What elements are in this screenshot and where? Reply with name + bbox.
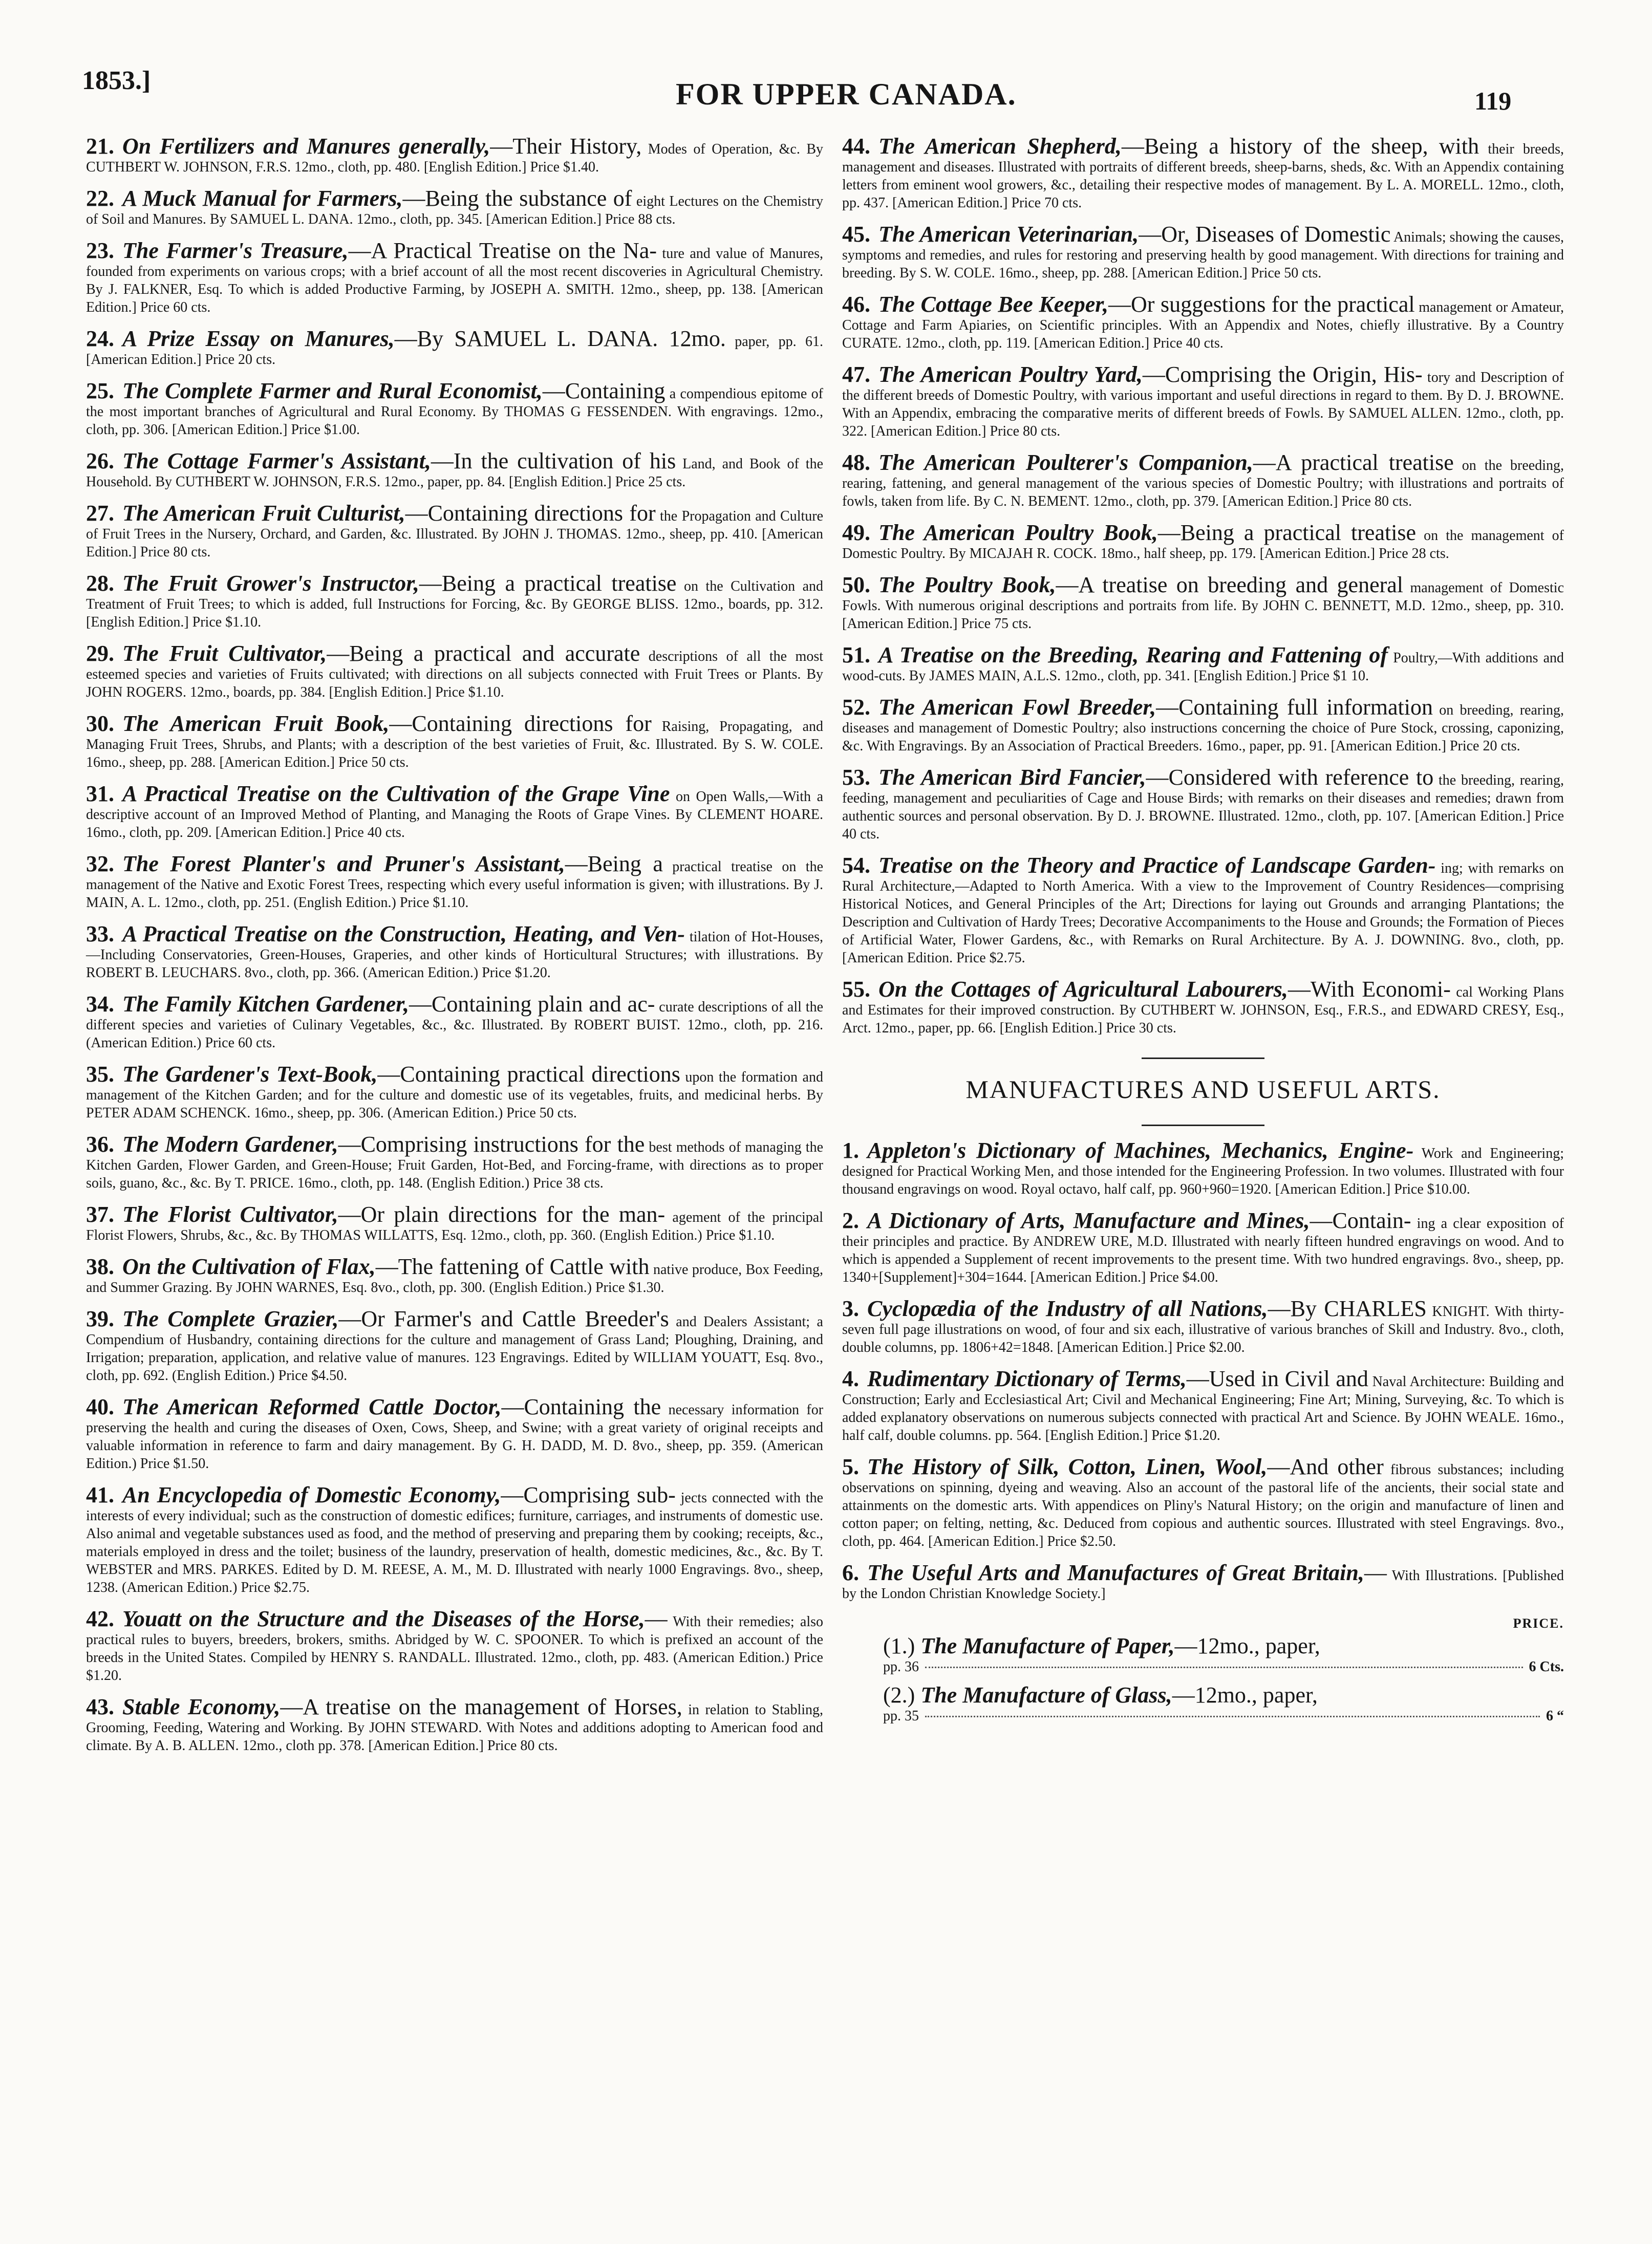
manufacture-entry — [842, 1208, 1564, 1286]
entry-title: On Fertilizers and Manures generally, — [122, 134, 490, 159]
entry-title: The American Bird Fancier, — [878, 765, 1146, 790]
entry-description: Poultry,—With additions and wood-cuts. By JAMES MAIN, A.L.S. 12mo., cloth, pp. 341. [English Edition.] Price $1 10. — [842, 650, 1564, 684]
entry-title: On the Cottages of Agricultural Labourers, — [878, 977, 1288, 1002]
entry-description: on breeding, rearing, diseases and management of Domestic Poultry; also instructions concerning the choice of Pure Stock, crossing, caponizing, &c. With Engravings. By an Association of Practical Breeders. 16mo., paper, pp. 91. [American Edition.] Price 20 cts. — [842, 702, 1564, 754]
entry-number: 36. — [86, 1132, 114, 1157]
entry-subtitle: — — [1364, 1560, 1387, 1585]
entry-description: Land, and Book of the Household. By CUTHBERT W. JOHNSON, F.R.S. 12mo., paper, pp. 84. [English Edition.] Price 25 cts. — [86, 456, 824, 490]
catalog-entry — [86, 1394, 824, 1473]
entry-number: 33. — [86, 921, 114, 946]
entry-description: Animals; showing the causes, symptoms and remedies, and rules for restoring and preserving health by good management. With directions for training and breeding. By S. W. COLE. 16mo., sheep, pp. 288. [American Edition.] Price 50 cts. — [842, 229, 1564, 281]
entry-description: upon the formation and management of the Kitchen Garden; and for the culture and domestic use of its vegetables, fruits, and medicinal herbs. By PETER ADAM SCHENCK. 16mo., sheep, pp. 306. (American Edition.) Price 50 cts. — [86, 1069, 823, 1121]
entry-title: The Fruit Cultivator, — [122, 641, 327, 666]
price-column-header: PRICE. — [1513, 1616, 1564, 1631]
price-item-label: (1.) — [883, 1633, 915, 1658]
entry-subtitle: —By SAMUEL L. DANA. 12mo. — [394, 326, 726, 351]
entry-subtitle: —Considered with reference to — [1146, 765, 1434, 790]
entry-number: 44. — [842, 134, 870, 159]
entry-number: 47. — [842, 362, 870, 387]
entry-description: tilation of Hot-Houses,—Including Conservatories, Green-Houses, Graperies, and other kinds of Horticultural Structures; with illustrations. By ROBERT B. LEUCHARS. 8vo., cloth, pp. 366. (American Edition.) Price $1.20. — [86, 929, 823, 981]
entry-title: An Encyclopedia of Domestic Economy, — [122, 1482, 501, 1507]
entry-title: A Prize Essay on Manures, — [122, 326, 395, 351]
entry-subtitle: —And other — [1267, 1454, 1384, 1479]
entry-number: 4. — [842, 1366, 859, 1391]
catalog-entry — [86, 921, 823, 982]
entry-description: Naval Architecture: Building and Construction; Early and Ecclesiastical Art; Civil and Mechanical Engineering; Fine Art; Mining, Surveying, &c. To which is added explanatory observations on numerous subjects connected with practical Art and Science. By JOHN WEALE. 16mo., half calf, double columns. pp. 564. [English Edition.] Price $1.20. — [842, 1374, 1564, 1443]
entry-description: on Open Walls,—With a descriptive account of an Improved Method of Planting, and Managing the Roots of Grape Vines. By CLEMENT HOARE. 16mo., cloth, pp. 209. [American Edition.] Price 40 cts. — [86, 789, 823, 840]
catalog-entry — [86, 991, 824, 1052]
catalog-entry — [86, 1694, 824, 1755]
entry-subtitle: —Containing the — [501, 1394, 661, 1419]
entry-subtitle: —Containing plain and ac- — [409, 991, 655, 1017]
price-item-row — [883, 1659, 1564, 1675]
entry-description: With Illustrations. [Published by the London Christian Knowledge Society.] — [842, 1568, 1564, 1602]
entry-description: in relation to Stabling, Grooming, Feeding, Watering and Working. By JOHN STEWARD. With Notes and additions adopting to American food and climate. By A. B. ALLEN. 12mo., cloth pp. 378. [American Edition.] Price 80 cts. — [86, 1702, 824, 1754]
entry-number: 21. — [86, 134, 114, 159]
entry-number: 55. — [842, 977, 870, 1002]
entry-subtitle: —Comprising instructions for the — [338, 1132, 645, 1157]
entry-subtitle: —Used in Civil and — [1186, 1366, 1368, 1391]
section-divider-bottom — [1142, 1125, 1264, 1126]
entry-number: 46. — [842, 292, 870, 317]
entry-title: The Gardener's Text-Book, — [122, 1062, 378, 1087]
catalog-entry — [86, 851, 823, 912]
entry-description: cal Working Plans and Estimates for their improved construction. By CUTHBERT W. JOHNSON, Esq., F.R.S., and EDWARD CRESY, Esq., Arct. 12mo., paper, pp. 66. [English Edition.] Price 30 cts. — [842, 984, 1564, 1036]
entry-subtitle: —A treatise on the management of Horses, — [280, 1694, 682, 1719]
entry-number: 26. — [86, 448, 114, 473]
entry-description: the breeding, rearing, feeding, management and peculiarities of Cage and House Birds; with remarks on their diseases and remedies; drawn from authentic sources and personal observation. By D. J. BROWNE. Illustrated. 12mo., cloth, pp. 107. [American Edition.] Price 40 cts. — [842, 772, 1564, 842]
catalog-entry — [842, 853, 1564, 967]
entry-description: the Propagation and Culture of Fruit Trees in the Nursery, Orchard, and Garden, &c. Illustrated. By JOHN J. THOMAS. 12mo., sheep, pp. 410. [American Edition.] Price 80 cts. — [86, 508, 823, 560]
manufacture-entry — [842, 1560, 1564, 1603]
entry-description: curate descriptions of all the different species and varieties of Culinary Vegetables, &c., &c. Illustrated. By ROBERT BUIST. 12mo., cloth, pp. 216. (American Edition.) Price 60 cts. — [86, 999, 824, 1051]
entry-title: The American Shepherd, — [878, 134, 1122, 159]
entry-number: 52. — [842, 695, 870, 720]
catalog-entry — [86, 1606, 824, 1685]
entry-subtitle: —Containing practical directions — [377, 1062, 680, 1087]
entry-title: Cyclopædia of the Industry of all Nations, — [867, 1296, 1268, 1321]
entry-number: 41. — [86, 1482, 114, 1507]
entry-title: The Cottage Bee Keeper, — [878, 292, 1108, 317]
price-item-format: —12mo., paper, — [1172, 1682, 1318, 1708]
entry-description: native produce, Box Feeding, and Summer Grazing. By JOHN WARNES, Esq. 8vo., cloth, pp. 300. (English Edition.) Price $1.30. — [86, 1262, 824, 1296]
entry-subtitle: —Comprising the Origin, His- — [1142, 362, 1423, 387]
catalog-entry — [86, 134, 823, 176]
catalog-entry — [86, 326, 823, 369]
entry-title: The Complete Grazier, — [122, 1306, 339, 1331]
entry-number: 45. — [842, 222, 870, 247]
page-header-title: FOR UPPER CANADA. — [676, 77, 1017, 111]
entry-title: The American Fruit Culturist, — [122, 501, 405, 526]
entry-number: 54. — [842, 853, 870, 878]
entry-description: paper, pp. 61. [American Edition.] Price 20 cts. — [86, 334, 823, 368]
catalog-entry — [86, 641, 823, 701]
entry-title: The Family Kitchen Gardener, — [122, 991, 409, 1017]
entry-subtitle: —Their History, — [490, 134, 642, 159]
entry-number: 24. — [86, 326, 114, 351]
entry-number: 48. — [842, 450, 870, 475]
entry-description: a compendious epitome of the most important branches of Agricultural and Rural Economy. By THOMAS G FESSENDEN. With engravings. 12mo., cloth, pp. 306. [American Edition.] Price $1.00. — [86, 386, 823, 438]
entry-title: The American Fowl Breeder, — [878, 695, 1156, 720]
catalog-entry — [842, 292, 1564, 352]
entry-title: The Forest Planter's and Pruner's Assistant, — [122, 851, 565, 876]
entry-title: The Poultry Book, — [878, 572, 1056, 597]
entry-title: The Modern Gardener, — [122, 1132, 338, 1157]
entry-title: A Practical Treatise on the Construction, Heating, and Ven- — [122, 921, 685, 946]
price-list — [842, 1633, 1564, 1724]
entry-number: 40. — [86, 1394, 114, 1419]
manufacture-entry — [842, 1138, 1564, 1198]
price-item-title — [883, 1682, 1564, 1708]
catalog-entry — [86, 1306, 823, 1385]
catalog-entry — [86, 1202, 824, 1244]
entry-description: agement of the principal Florist Flowers, Shrubs, &c., &c. By THOMAS WILLATTS, Esq. 12mo., cloth, pp. 360. (English Edition.) Price $1.10. — [86, 1210, 824, 1243]
entry-number: 43. — [86, 1694, 114, 1719]
entry-number: 27. — [86, 501, 114, 526]
entry-description: With their remedies; also practical rules to buyers, breeders, brokers, smiths. Abridged by W. C. SPOONER. To which is prefixed an account of the breeds in the United States. Compiled by HENRY S. RANDALL. Illustrated. 12mo., cloth, pp. 483. (American Edition.) Price $1.20. — [86, 1614, 824, 1684]
catalog-entry — [842, 572, 1564, 633]
entry-description: ture and value of Manures, founded from experiments on various crops; with a brief account of all the most recent discoveries in Agricultural Chemistry. By J. FALKNER, Esq. To which is added Productive Farming, by JOSEPH A. SMITH. 12mo., sheep, pp. 138. [American Edition.] Price 60 cts. — [86, 246, 823, 315]
entry-subtitle: —With Economi- — [1288, 977, 1451, 1002]
price-item-pages: pp. 36 — [883, 1659, 919, 1675]
entry-number: 35. — [86, 1062, 114, 1087]
entry-title: On the Cultivation of Flax, — [122, 1254, 376, 1279]
entry-description: tory and Description of the different breeds of Domestic Poultry, with various important and useful directions in regard to them. By D. J. BROWNE. With an Appendix, embracing the comparative merits of different breeds of Fowls. By SAMUEL ALLEN. 12mo., cloth, pp. 322. [American Edition.] Price 80 cts. — [842, 370, 1564, 439]
price-item-name: The Manufacture of Glass, — [920, 1682, 1172, 1708]
entry-description: ing a clear exposition of their principles and practice. By ANDREW URE, M.D. Illustrated with nearly fifteen hundred engravings on wood. And to which is appended a Supplement of recent improvements to the present time. With two hundred engravings. 8vo., sheep, pp. 1340+[Supplement]+304=1644. [American Edition.] Price $4.00. — [842, 1216, 1564, 1285]
entry-number: 34. — [86, 991, 114, 1017]
entry-number: 2. — [842, 1208, 859, 1233]
entry-subtitle: —Being a practical treatise — [1157, 520, 1417, 545]
entry-description: Modes of Operation, &c. By CUTHBERT W. JOHNSON, F.R.S. 12mo., cloth, pp. 480. [English Edition.] Price $1.40. — [86, 141, 823, 175]
left-column — [86, 134, 824, 1768]
manufacture-entry — [842, 1454, 1564, 1550]
entry-title: The Fruit Grower's Instructor, — [122, 571, 419, 596]
entry-title: The Farmer's Treasure, — [122, 238, 349, 263]
entry-description: jects connected with the interests of every individual; such as the construction of domestic edifices; furniture, carriages, and instruments of domestic use. Also animal and vegetable substances used as food, and the method of preserving and preparing them by cooking; receipts, &c., materials employed in dress and the toilet; business of the laundry, preservation of health, domestic medicines, &c., &c. By T. WEBSTER and MRS. PARKES. Edited by D. M. REESE, A. M., M. D. Illustrated with nearly 1000 Engravings. 8vo., sheep, 1238. (American Edition.) Price $2.75. — [86, 1490, 823, 1595]
section-title: MANUFACTURES AND USEFUL ARTS. — [966, 1075, 1441, 1104]
catalog-entry — [86, 1132, 824, 1192]
entry-title: A Dictionary of Arts, Manufacture and Mines, — [867, 1208, 1310, 1233]
entry-title: Treatise on the Theory and Practice of Landscape Garden- — [878, 853, 1436, 878]
manufacture-entry — [842, 1296, 1564, 1356]
entry-title: Youatt on the Structure and the Diseases of the Horse, — [122, 1606, 645, 1631]
entry-description: KNIGHT. With thirty-seven full page illustrations on wood, of four and six each, illustrative of various branches of Skill and Industry. 8vo., cloth, double columns, pp. 1806+42=1848. [American Edition.] Price $2.00. — [842, 1304, 1564, 1355]
catalog-entry — [842, 695, 1564, 755]
entry-subtitle: —Being a practical treatise — [419, 571, 677, 596]
entry-subtitle: —Containing full information — [1156, 695, 1433, 720]
entry-title: The American Fruit Book, — [122, 711, 390, 736]
dot-leader — [925, 1716, 1540, 1717]
entry-number: 5. — [842, 1454, 859, 1479]
catalog-entry — [86, 1482, 823, 1596]
entry-number: 1. — [842, 1138, 859, 1163]
entry-title: The American Reformed Cattle Doctor, — [122, 1394, 502, 1419]
entry-number: 23. — [86, 238, 114, 263]
catalog-entry — [86, 378, 823, 439]
entry-number: 37. — [86, 1202, 114, 1227]
entry-number: 22. — [86, 186, 114, 211]
entry-description: management of Domestic Fowls. With numerous original descriptions and portraits from life. By JOHN C. BENNETT, M.D. 12mo., sheep, pp. 310. [American Edition.] Price 75 cts. — [842, 580, 1564, 632]
page-number: 119 — [1474, 87, 1512, 115]
entry-number: 28. — [86, 571, 114, 596]
entry-number: 53. — [842, 765, 870, 790]
catalog-entry — [86, 1254, 824, 1297]
entry-subtitle: —The fattening of Cattle with — [375, 1254, 650, 1279]
entry-title: Stable Economy, — [122, 1694, 281, 1719]
catalog-entry — [86, 501, 823, 561]
entry-title: A Muck Manual for Farmers, — [122, 186, 403, 211]
entry-title: Rudimentary Dictionary of Terms, — [867, 1366, 1187, 1391]
entry-title: A Practical Treatise on the Cultivation of the Grape Vine — [122, 781, 670, 806]
entry-title: The American Poulterer's Companion, — [878, 450, 1253, 475]
entry-title: The Cottage Farmer's Assistant, — [122, 448, 431, 473]
entry-description: necessary information for preserving the health and curing the diseases of Oxen, Cows, Sheep, and Swine; with a great variety of original receipts and valuable information in reference to farm and dairy management. By G. H. DADD, M. D. 8vo., sheep, pp. 359. (American Edition.) Price $1.50. — [86, 1402, 824, 1472]
entry-title: The Florist Cultivator, — [122, 1202, 338, 1227]
entry-subtitle: —Or Farmer's and Cattle Breeder's — [338, 1306, 669, 1331]
right-column — [842, 134, 1564, 1732]
entry-subtitle: —In the cultivation of his — [431, 448, 676, 473]
entry-description: and Dealers Assistant; a Compendium of Husbandry, containing directions for the culture and management of Grass Land; Ploughing, Draining, and Irrigation; preparation, application, and relative value of manures. 123 Engravings. Edited by WILLIAM YOUATT, Esq. 8vo., cloth, pp. 692. (English Edition.) Price $4.50. — [86, 1314, 823, 1384]
entry-description: management or Amateur, Cottage and Farm Apiaries, on Scientific principles. With an Appendix and Notes, chiefly illustrative. By a Country CURATE. 12mo., cloth, pp. 119. [American Edition.] Price 40 cts. — [842, 299, 1564, 351]
entry-number: 6. — [842, 1560, 859, 1585]
entry-title: The Complete Farmer and Rural Economist, — [122, 378, 543, 403]
entry-description: eight Lectures on the Chemistry of Soil and Manures. By SAMUEL L. DANA. 12mo., cloth, pp. 345. [American Edition.] Price 88 cts. — [86, 193, 823, 227]
entry-description: Raising, Propagating, and Managing Fruit Trees, Shrubs, and Plants; with a description of the best varieties of Fruit, &c. Illustrated. By S. W. COLE. 16mo., sheep, pp. 288. [American Edition.] Price 50 cts. — [86, 719, 824, 770]
entry-subtitle: —Being a — [565, 851, 663, 876]
dot-leader — [925, 1667, 1523, 1668]
price-item-label: (2.) — [883, 1682, 915, 1708]
entry-subtitle: —By CHARLES — [1268, 1296, 1427, 1321]
catalog-entry — [86, 448, 824, 491]
entry-title: Appleton's Dictionary of Machines, Mechanics, Engine- — [867, 1138, 1414, 1163]
entry-description: practical treatise on the management of the Native and Exotic Forest Trees, respecting which every useful information is given; with illustrations. By J. MAIN, A. L. 12mo., cloth, pp. 251. (English Edition.) Price $1.10. — [86, 859, 823, 911]
entry-number: 51. — [842, 642, 870, 667]
entry-subtitle: —Comprising sub- — [501, 1482, 676, 1507]
entry-description: ing; with remarks on Rural Architecture,—Adapted to North America. With a view to the Improvement of Country Residences—comprising Historical Notices, and General Principles of the Art; Directions for laying out Grounds and arranging Plantations; the Description and Cultivation of Hardy Trees; Decorative Accompaniments to the House and Grounds; the Formation of Pieces of Artificial Water, Flower Gardens, &c., with Remarks on Rural Architecture. By A. J. DOWNING. 8vo., cloth, pp. [American Edition. Price $2.75. — [842, 860, 1564, 966]
entry-description: descriptions of all the most esteemed species and varieties of Fruits cultivated; with directions on all subjects connected with Fruit Trees or Plants. By JOHN ROGERS. 12mo., boards, pp. 384. [English Edition.] Price $1.10. — [86, 649, 823, 700]
price-item-price: 6 Cts. — [1529, 1659, 1564, 1675]
catalog-entry — [842, 977, 1564, 1037]
entry-subtitle: —Being the substance of — [402, 186, 632, 211]
manufacture-entries — [842, 1138, 1564, 1603]
entry-subtitle: —A treatise on breeding and general — [1056, 572, 1404, 597]
entry-description: on the Cultivation and Treatment of Fruit Trees; to which is added, full Instructions for Forcing, &c. By GEORGE BLISS. 12mo., boards, pp. 312. [English Edition.] Price $1.10. — [86, 578, 824, 630]
entry-description: Work and Engineering; designed for Practical Working Men, and those intended for the Engineering Profession. In two volumes. Illustrated with four thousand engravings on wood. Royal octavo, half calf, pp. 960+960=1920. [American Edition.] Price $10.00. — [842, 1146, 1564, 1197]
section-divider-top — [1142, 1058, 1264, 1059]
catalog-entry — [86, 186, 823, 228]
entry-description: best methods of managing the Kitchen Garden, Flower Garden, and Green-House; Fruit Garden, Hot-Bed, and Forcing-frame, with directions as to proper soils, guano, &c., &c. By T. PRICE. 16mo., cloth, pp. 148. (English Edition.) Price 38 cts. — [86, 1139, 824, 1191]
entry-subtitle: —Being a history of the sheep, with — [1121, 134, 1479, 159]
entry-number: 3. — [842, 1296, 859, 1321]
entry-subtitle: —Contain- — [1310, 1208, 1411, 1233]
entry-number: 42. — [86, 1606, 114, 1631]
entry-title: The American Poultry Book, — [878, 520, 1158, 545]
entry-number: 32. — [86, 851, 114, 876]
price-item-format: —12mo., paper, — [1174, 1633, 1320, 1658]
catalog-entry — [86, 571, 824, 631]
entry-description: on the management of Domestic Poultry. By MICAJAH R. COCK. 18mo., half sheep, pp. 179. [American Edition.] Price 28 cts. — [842, 528, 1564, 562]
right-entries — [842, 134, 1564, 1037]
entry-number: 39. — [86, 1306, 114, 1331]
entry-number: 49. — [842, 520, 870, 545]
entry-description: fibrous substances; including observations on spinning, dyeing and weaving. Also an account of the pastoral life of the ancients, their social state and attainments on the domestic arts. With appendices on Pliny's Natural History; on the origin and manufacture of linen and cotton paper; on felting, netting, &c. Deduced from copious and authentic sources. Illustrated with steel Engravings. 8vo., cloth, pp. 464. [American Edition.] Price $2.50. — [842, 1462, 1564, 1549]
entry-subtitle: —Containing directions for — [405, 501, 656, 526]
manufacture-entry — [842, 1366, 1564, 1444]
catalog-entry — [86, 1062, 823, 1122]
price-item-title — [883, 1633, 1564, 1659]
entry-subtitle: —Or suggestions for the practical — [1108, 292, 1415, 317]
entry-number: 29. — [86, 641, 114, 666]
catalog-entry — [842, 642, 1564, 685]
catalog-entry — [86, 781, 823, 842]
entry-subtitle: —Containing directions for — [389, 711, 652, 736]
entry-subtitle: —A practical treatise — [1253, 450, 1454, 475]
entry-title: The American Veterinarian, — [878, 222, 1139, 247]
entry-subtitle: —Containing — [542, 378, 666, 403]
catalog-entry — [86, 711, 824, 771]
entry-description: on the breeding, rearing, fattening, and general management of the various species of Domestic Poultry; with illustrations and portraits of fowls, taken from life. By C. N. BEMENT. 12mo., cloth, pp. 379. [American Edition.] Price 80 cts. — [842, 458, 1564, 509]
entry-subtitle: —A Practical Treatise on the Na- — [348, 238, 657, 263]
entry-title: The Useful Arts and Manufactures of Great Britain, — [867, 1560, 1364, 1585]
entry-subtitle: — — [645, 1606, 668, 1631]
entry-subtitle: —Or, Diseases of Domestic — [1139, 222, 1391, 247]
entry-subtitle: —Being a practical and accurate — [327, 641, 640, 666]
entry-description: their breeds, management and diseases. Illustrated with portraits of different breeds, sheep-barns, sheds, &c. With an Appendix containing letters from eminent wool growers, &c., detailing their respective modes of management. By L. A. MORELL. 12mo., cloth, pp. 437. [American Edition.] Price 70 cts. — [842, 141, 1564, 211]
entry-subtitle: —Or plain directions for the man- — [338, 1202, 666, 1227]
entry-title: The History of Silk, Cotton, Linen, Wool, — [867, 1454, 1268, 1479]
price-item-pages: pp. 35 — [883, 1708, 919, 1724]
catalog-entry — [842, 362, 1564, 440]
price-item-price: 6 “ — [1546, 1708, 1564, 1724]
entry-title: A Treatise on the Breeding, Rearing and Fattening of — [878, 642, 1388, 667]
entry-number: 50. — [842, 572, 870, 597]
catalog-entry — [842, 450, 1564, 510]
entry-number: 25. — [86, 378, 114, 403]
catalog-entry — [842, 134, 1564, 212]
entry-title: The American Poultry Yard, — [878, 362, 1143, 387]
page-header-date: 1853.] — [82, 66, 151, 95]
price-item-name: The Manufacture of Paper, — [920, 1633, 1175, 1658]
catalog-entry — [86, 238, 823, 316]
catalog-entry — [842, 765, 1564, 843]
entry-number: 31. — [86, 781, 114, 806]
catalog-entry — [842, 520, 1564, 563]
catalog-entry — [842, 222, 1564, 282]
entry-number: 38. — [86, 1254, 114, 1279]
entry-number: 30. — [86, 711, 114, 736]
price-item-row — [883, 1708, 1564, 1724]
